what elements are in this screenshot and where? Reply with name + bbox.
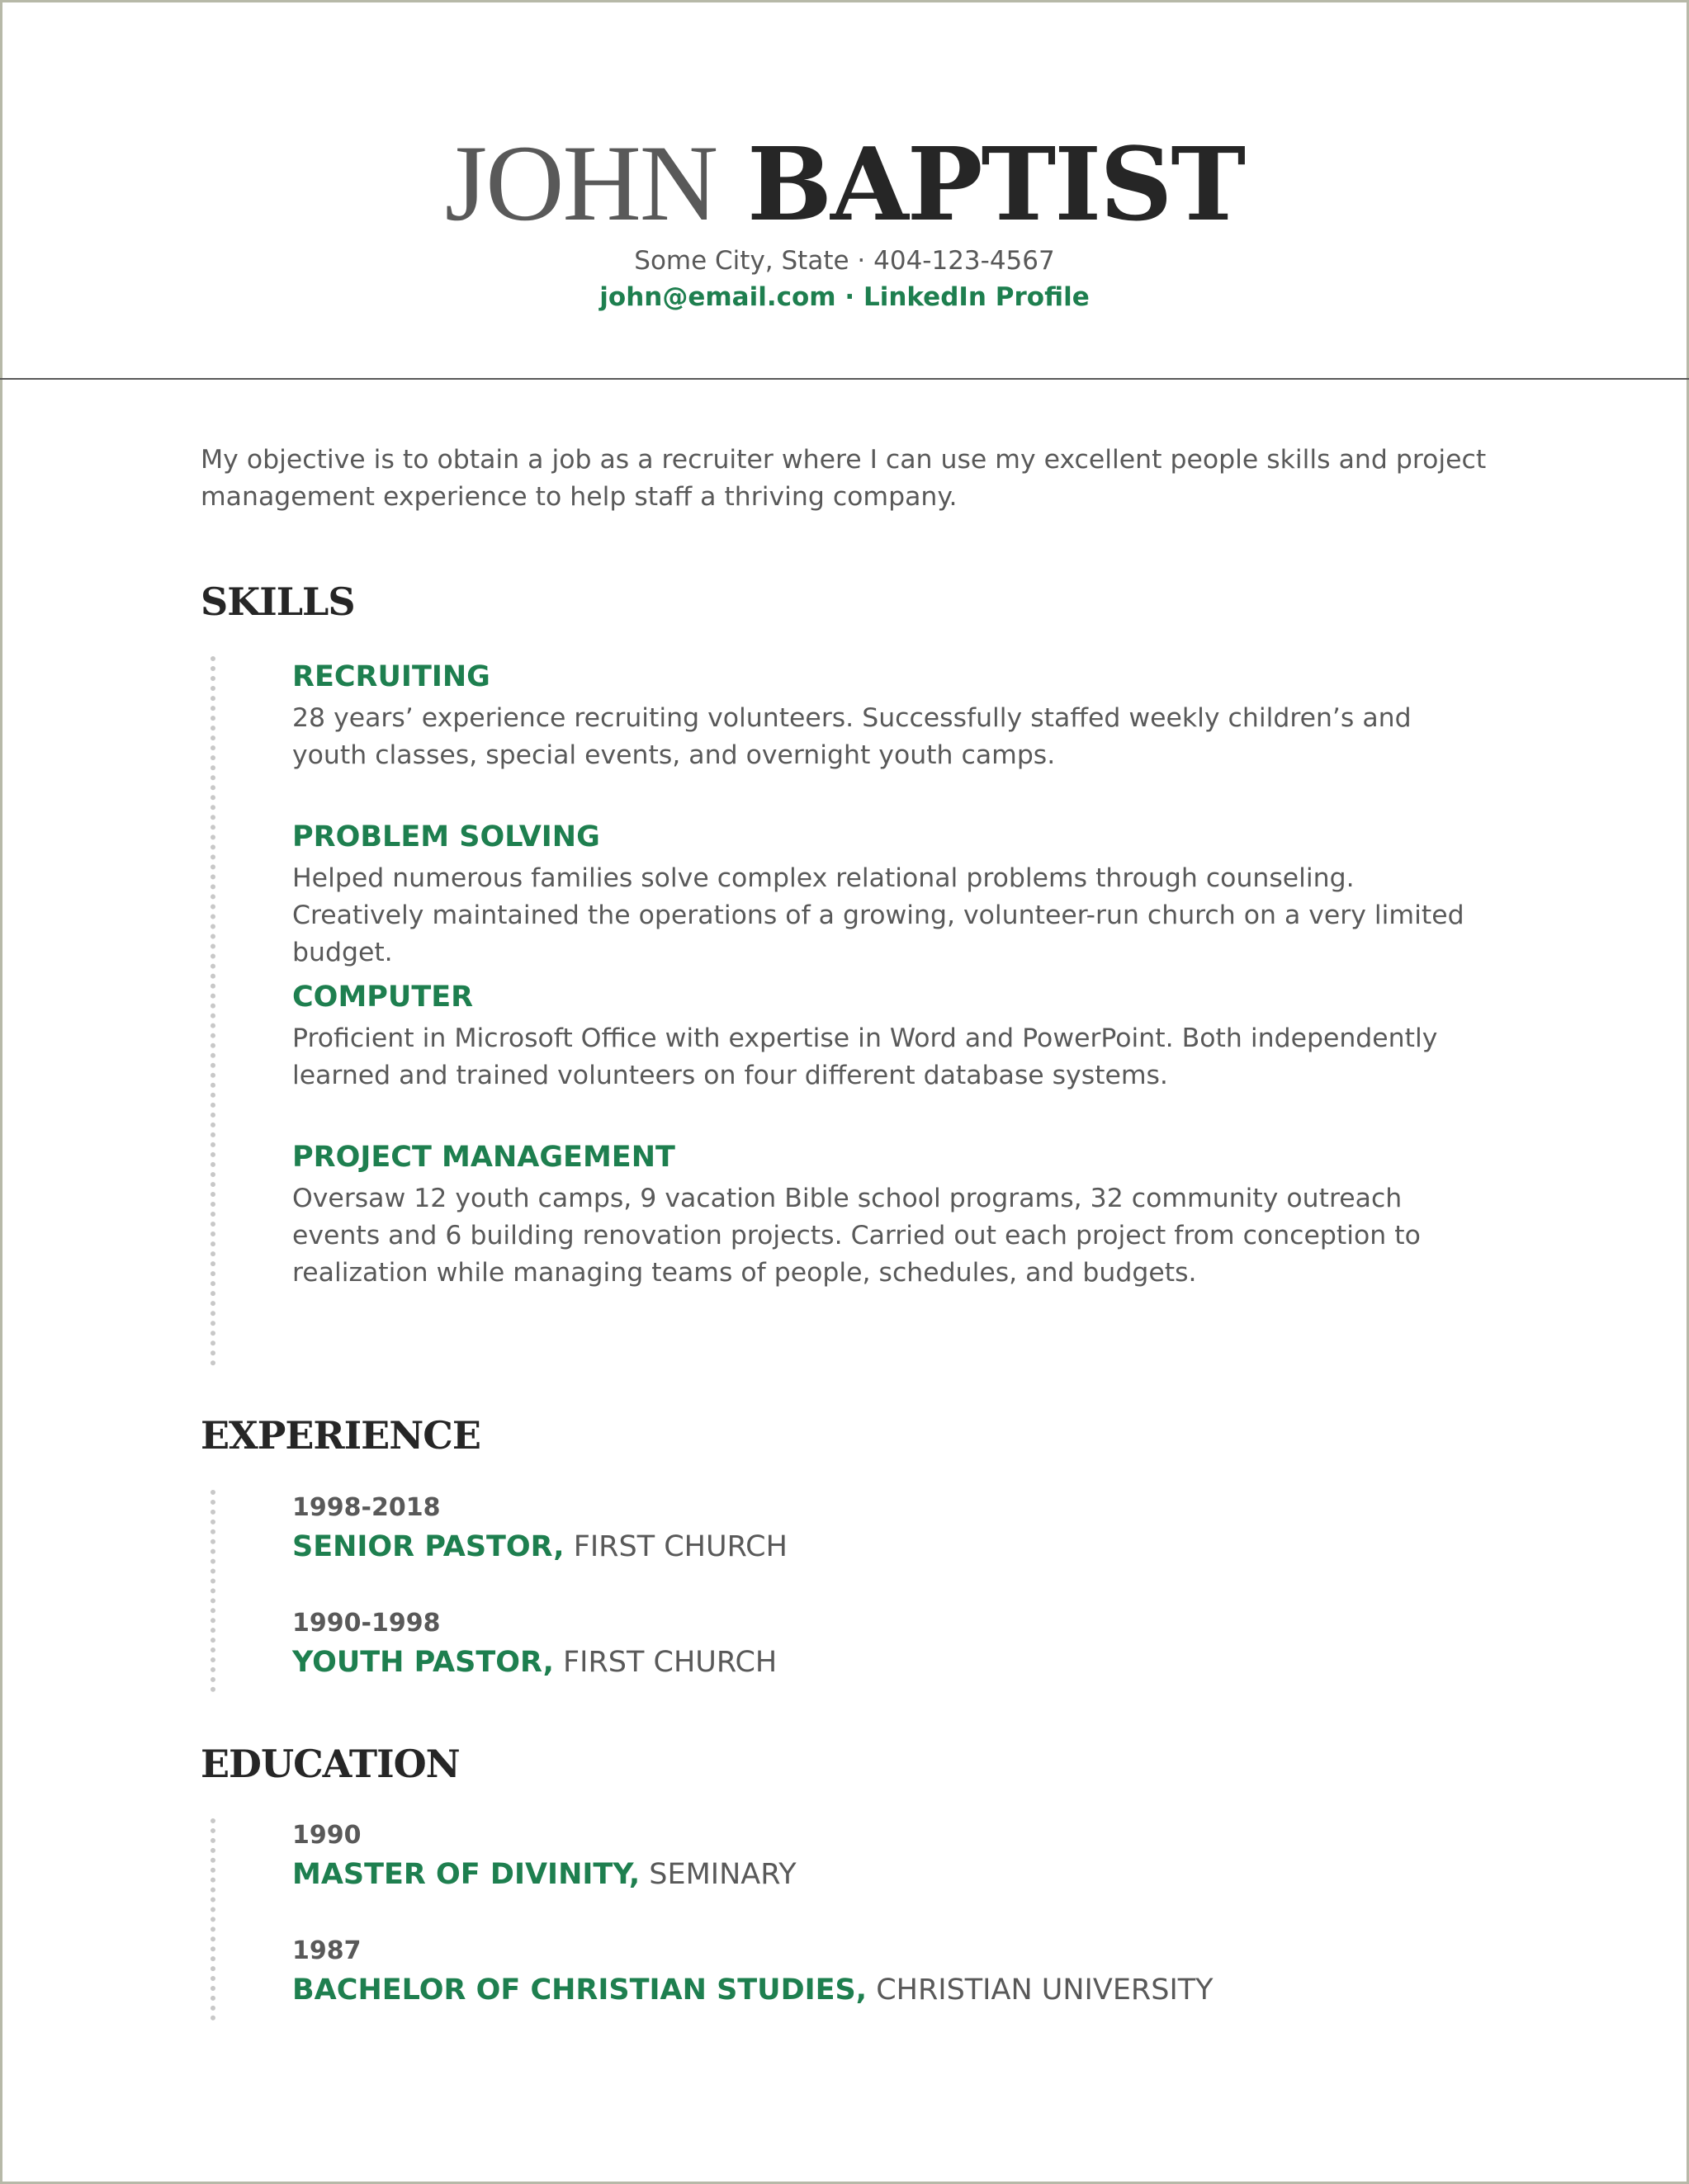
linkedin-link[interactable]: LinkedIn Profile <box>863 282 1090 312</box>
institution: CHRISTIAN UNIVERSITY <box>867 1974 1214 2007</box>
education-item <box>292 1818 1489 1896</box>
experience-dates: 1990-1998 <box>292 1609 441 1638</box>
experience-item <box>292 1606 1489 1684</box>
education-dates: 1990 <box>292 1821 362 1850</box>
first-name: JOHN <box>444 122 717 243</box>
objective-text: My objective is to obtain a job as a recruiter where I can use my excellent people skills and project management experience to help staff a thriving company. <box>201 445 1487 512</box>
education-degree <box>292 1853 1489 1896</box>
education-dotted-bar <box>211 1818 215 2021</box>
employer: FIRST CHURCH <box>564 1530 788 1563</box>
education-heading: EDUCATION <box>201 1742 460 1786</box>
experience-dotted-bar <box>211 1490 215 1692</box>
degree-title: BACHELOR OF CHRISTIAN STUDIES, <box>292 1974 868 2007</box>
job-title: YOUTH PASTOR, <box>292 1646 554 1679</box>
education-item <box>292 1934 1489 2011</box>
location-phone: Some City, State · 404-123-4567 <box>634 246 1055 276</box>
email-link[interactable]: john@email.com <box>599 282 836 312</box>
employer: FIRST CHURCH <box>553 1646 778 1679</box>
institution: SEMINARY <box>640 1858 797 1891</box>
header-divider <box>0 378 1689 380</box>
skill-title: PROBLEM SOLVING <box>292 820 600 853</box>
degree-title: MASTER OF DIVINITY, <box>292 1858 641 1891</box>
applicant-name <box>0 122 1689 243</box>
skill-title: COMPUTER <box>292 981 474 1014</box>
skill-item <box>292 816 1489 971</box>
education-dates: 1987 <box>292 1936 362 1965</box>
job-title: SENIOR PASTOR, <box>292 1530 565 1563</box>
skill-title: RECRUITING <box>292 660 490 693</box>
skill-description: Proficient in Microsoft Office with expertise in Word and PowerPoint. Both independently learned and trained volunteers on four different database systems. <box>292 1023 1438 1090</box>
skill-description: Helped numerous families solve complex relational problems through counseling. Creatively maintained the operations of a growing, volunteer-run church on a very limited budget. <box>292 863 1464 967</box>
last-name: BAPTIST <box>746 125 1245 243</box>
skill-description: Oversaw 12 youth camps, 9 vacation Bible school programs, 32 community outreach events and 6 building renovation projects. Carried out each project from conception to realization while managing teams of people, schedules, and budgets. <box>292 1184 1421 1288</box>
skill-description: 28 years’ experience recruiting volunteers. Successfully staffed weekly children’s and youth classes, special events, and overnight youth camps. <box>292 703 1412 770</box>
experience-role <box>292 1641 1489 1684</box>
skill-item <box>292 1137 1489 1292</box>
skills-heading: SKILLS <box>201 579 355 624</box>
experience-dates: 1998-2018 <box>292 1493 441 1522</box>
experience-role <box>292 1525 1489 1568</box>
skill-title: PROJECT MANAGEMENT <box>292 1141 675 1174</box>
skills-dotted-bar <box>211 656 215 1366</box>
contact-links <box>0 282 1689 312</box>
experience-heading: EXPERIENCE <box>201 1413 480 1458</box>
education-degree <box>292 1969 1489 2011</box>
experience-item <box>292 1491 1489 1568</box>
skill-item <box>292 656 1489 774</box>
resume-header <box>0 0 1689 378</box>
contact-separator: · <box>835 282 863 312</box>
skill-item <box>292 976 1489 1094</box>
